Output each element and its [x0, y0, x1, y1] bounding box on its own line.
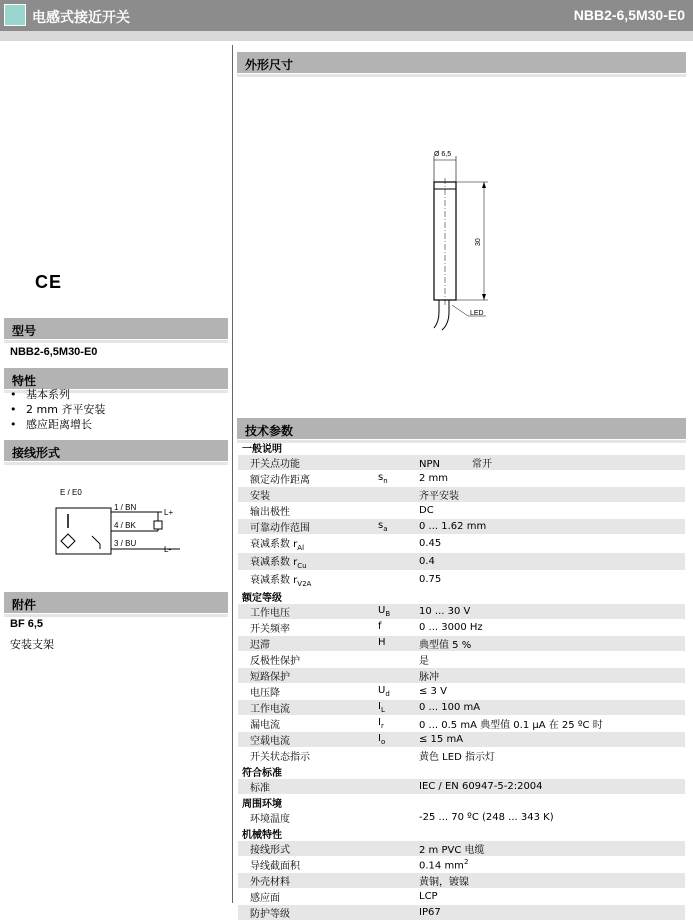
spec-label-text: 接线形式	[250, 845, 290, 856]
spec-value-text: ≤ 15 mA	[419, 734, 464, 745]
spec-symbol-sub: a	[383, 525, 388, 533]
spec-symbol	[378, 684, 419, 700]
spec-value-sup: 2	[463, 857, 469, 866]
spec-value-text: IEC / EN 60947-5-2:2004	[419, 781, 543, 792]
spec-row	[238, 471, 685, 487]
spec-row	[238, 455, 685, 471]
spec-row	[238, 487, 685, 503]
spec-label	[250, 857, 378, 873]
spec-symbol-text: f	[378, 621, 382, 632]
spec-symbol-sub: r	[380, 722, 384, 730]
diameter-label: Ø 6,5	[434, 151, 452, 158]
spec-group-title: 额定等级	[242, 593, 282, 604]
spec-label-text: 漏电流	[250, 720, 280, 731]
spec-group-row	[238, 795, 685, 811]
plus-label: L+	[164, 508, 174, 517]
spec-label-text: 外壳材料	[250, 877, 290, 888]
spec-row	[238, 604, 685, 620]
spec-value-text: NPN	[419, 459, 440, 470]
page-title: 电感式接近开关	[32, 10, 130, 26]
spec-group-row	[238, 589, 685, 605]
spec-symbol	[378, 779, 419, 795]
spec-value-text: -25 ... 70 ºC (248 ... 343 K)	[419, 812, 554, 823]
spec-label-text: 开关状态指示	[250, 752, 310, 763]
spec-symbol	[378, 700, 419, 716]
spec-label	[250, 810, 378, 826]
spec-label	[250, 732, 378, 748]
spec-value-text: ≤ 3 V	[419, 686, 447, 697]
spec-value-text: 0 ... 3000 Hz	[419, 622, 483, 633]
spec-label	[250, 503, 378, 519]
spec-value	[419, 519, 685, 535]
accessory-name: BF 6,5	[10, 618, 44, 630]
spec-symbol	[378, 604, 419, 620]
spec-value-text: 2 m PVC 电缆	[419, 845, 485, 856]
spec-label-text: 标准	[250, 783, 270, 794]
spec-row	[238, 889, 685, 905]
accessories-section-header: 附件	[4, 592, 228, 614]
led-label: LED	[470, 310, 484, 317]
spec-value	[419, 748, 685, 764]
dimension-drawing	[410, 140, 520, 340]
pin1-label: 1 / BN	[114, 503, 137, 512]
spec-group-row	[238, 764, 685, 780]
spec-value-text: 是	[419, 656, 429, 667]
spec-label	[250, 905, 378, 921]
spec-label	[250, 748, 378, 764]
spec-value-text: LCP	[419, 891, 438, 902]
spec-label-text: 开关点功能	[250, 459, 300, 470]
spec-row	[238, 700, 685, 716]
spec-label	[250, 455, 378, 471]
pin4-label: 4 / BK	[114, 521, 136, 530]
spec-symbol	[378, 571, 419, 589]
spec-symbol	[378, 905, 419, 921]
spec-group-title: 周围环境	[242, 799, 282, 810]
ce-mark-icon: CE	[35, 272, 63, 292]
spec-symbol-sub: L	[380, 706, 385, 714]
spec-label-text: 电压降	[250, 688, 280, 699]
spec-symbol-text: I	[378, 717, 381, 728]
spec-label-text: 迟滞	[250, 640, 270, 651]
spec-symbol	[378, 553, 419, 571]
spec-row	[238, 841, 685, 857]
spec-group-row	[238, 440, 685, 455]
model-number: NBB2-6,5M30-E0	[573, 7, 685, 23]
spec-value-text: 10 ... 30 V	[419, 606, 471, 617]
spec-label-text: 额定动作距离	[250, 475, 310, 486]
spec-symbol-sub: d	[385, 690, 390, 698]
spec-row	[238, 668, 685, 684]
spec-label	[250, 841, 378, 857]
header-bar	[0, 0, 693, 31]
column-divider	[232, 45, 233, 903]
spec-group-title: 机械特性	[242, 830, 282, 841]
spec-symbol	[378, 810, 419, 826]
spec-label-text: 输出极性	[250, 507, 290, 518]
spec-symbol	[378, 455, 419, 471]
spec-row	[238, 636, 685, 652]
spec-label	[250, 668, 378, 684]
spec-label-sub: Cu	[297, 562, 307, 570]
spec-value	[419, 535, 685, 553]
spec-label	[250, 571, 378, 589]
tech-spec-table	[238, 440, 685, 921]
spec-value	[419, 571, 685, 589]
spec-symbol	[378, 841, 419, 857]
spec-symbol	[378, 535, 419, 553]
spec-value-text: 0.14 mm	[419, 860, 464, 872]
spec-row	[238, 553, 685, 571]
spec-label	[250, 889, 378, 905]
spec-value	[419, 636, 685, 652]
spec-value-text: 0.45	[419, 538, 442, 549]
spec-value	[419, 732, 685, 748]
spec-symbol	[378, 716, 419, 732]
spec-symbol-text: U	[378, 605, 386, 616]
spec-value	[419, 620, 685, 636]
spec-symbol	[378, 503, 419, 519]
spec-row	[238, 873, 685, 889]
pin3-label: 3 / BU	[114, 539, 137, 548]
spec-symbol	[378, 732, 419, 748]
spec-row	[238, 652, 685, 668]
spec-symbol-text: H	[378, 637, 386, 648]
spec-label-text: 空载电流	[250, 736, 290, 747]
spec-value-text: 0 ... 1.62 mm	[419, 521, 487, 532]
spec-value-text: 脉冲	[419, 672, 439, 683]
spec-label-text: 导线截面积	[250, 861, 300, 872]
spec-value	[419, 553, 685, 571]
spec-label-text: 安装	[250, 491, 270, 502]
spec-symbol	[378, 668, 419, 684]
spec-symbol	[378, 889, 419, 905]
minus-label: L-	[164, 545, 172, 554]
spec-row	[238, 857, 685, 873]
spec-value	[419, 455, 685, 471]
spec-label-text: 衰减系数 r	[250, 575, 298, 586]
spec-symbol-text: U	[378, 685, 386, 696]
spec-row	[238, 716, 685, 732]
spec-row	[238, 748, 685, 764]
header-square-logo	[4, 4, 26, 26]
length-label: 30	[475, 238, 482, 246]
spec-label	[250, 553, 378, 571]
spec-symbol-text: I	[378, 733, 381, 744]
accessory-desc: 安装支架	[10, 638, 54, 651]
spec-label-text: 反极性保护	[250, 656, 300, 667]
spec-label-text: 衰减系数 r	[250, 557, 298, 568]
type-section-header: 型号	[4, 318, 228, 340]
spec-value	[419, 857, 685, 873]
spec-value-text: 0 ... 0.5 mA 典型值 0.1 μA 在 25 ºC 时	[419, 720, 603, 731]
spec-label-text: 环境温度	[250, 814, 290, 825]
spec-label-text: 感应面	[250, 893, 280, 904]
spec-symbol-text: I	[378, 701, 381, 712]
dimensions-section-header: 外形尺寸	[237, 52, 686, 74]
wiring-section-header: 接线形式	[4, 440, 228, 462]
spec-value	[419, 841, 685, 857]
spec-value	[419, 503, 685, 519]
spec-value-text: 0 ... 100 mA	[419, 702, 481, 713]
spec-row	[238, 503, 685, 519]
spec-value	[419, 810, 685, 826]
spec-symbol	[378, 471, 419, 487]
spec-value-text: IP67	[419, 907, 441, 918]
spec-label-sub: V2A	[297, 580, 312, 588]
spec-symbol-text: s	[378, 520, 384, 531]
spec-row	[238, 905, 685, 921]
spec-value	[419, 779, 685, 795]
spec-label	[250, 700, 378, 716]
spec-row	[238, 810, 685, 826]
spec-label-text: 工作电流	[250, 704, 290, 715]
tech-section-header: 技术参数	[237, 418, 686, 440]
sensor-box	[56, 508, 111, 554]
spec-label	[250, 636, 378, 652]
spec-group-title: 一般说明	[242, 444, 282, 455]
spec-symbol	[378, 620, 419, 636]
spec-group-row	[238, 826, 685, 842]
spec-label	[250, 873, 378, 889]
spec-label	[250, 716, 378, 732]
spec-value-text: 0.75	[419, 574, 442, 585]
spec-label-sub: Al	[297, 544, 305, 552]
spec-value-text: 齐平安装	[419, 491, 459, 502]
spec-label	[250, 684, 378, 700]
spec-symbol-text: s	[378, 472, 384, 483]
spec-symbol	[378, 873, 419, 889]
spec-value	[419, 873, 685, 889]
spec-value	[419, 700, 685, 716]
spec-label	[250, 471, 378, 487]
spec-value	[419, 716, 685, 732]
spec-value	[419, 652, 685, 668]
spec-symbol-sub: n	[383, 477, 388, 485]
spec-label	[250, 487, 378, 503]
spec-symbol-sub: o	[380, 738, 386, 746]
spec-label	[250, 604, 378, 620]
spec-value	[419, 684, 685, 700]
spec-symbol	[378, 636, 419, 652]
spec-row	[238, 684, 685, 700]
wiring-diagram	[40, 482, 190, 562]
spec-group-title: 符合标准	[242, 768, 282, 779]
spec-value-text: 典型值 5 %	[419, 640, 472, 651]
spec-value	[419, 604, 685, 620]
spec-value-text: 2 mm	[419, 473, 449, 484]
features-list	[10, 387, 105, 432]
spec-label	[250, 652, 378, 668]
spec-row	[238, 779, 685, 795]
spec-row	[238, 519, 685, 535]
spec-row	[238, 571, 685, 589]
spec-value-text: DC	[419, 505, 434, 516]
feature-item: • 基本系列	[10, 387, 105, 402]
spec-label-text: 防护等级	[250, 909, 290, 920]
spec-row	[238, 620, 685, 636]
spec-symbol	[378, 748, 419, 764]
spec-symbol	[378, 487, 419, 503]
spec-symbol	[378, 652, 419, 668]
spec-value	[419, 471, 685, 487]
spec-label-text: 工作电压	[250, 608, 290, 619]
spec-row	[238, 732, 685, 748]
spec-value-extra: 常开	[472, 459, 492, 470]
spec-value-text: 0.4	[419, 556, 435, 567]
feature-item: • 感应距离增长	[10, 417, 105, 432]
features-section-header: 特性	[4, 368, 228, 390]
spec-symbol	[378, 857, 419, 873]
spec-row	[238, 535, 685, 553]
spec-symbol	[378, 519, 419, 535]
spec-label	[250, 779, 378, 795]
spec-label	[250, 519, 378, 535]
spec-label-text: 开关频率	[250, 624, 290, 635]
spec-value	[419, 889, 685, 905]
wiring-label: E / E0	[60, 488, 82, 497]
feature-item: • 2 mm 齐平安装	[10, 402, 105, 417]
spec-value-text: 黄铜，镀镍	[419, 877, 469, 888]
header-underbar	[0, 31, 693, 41]
spec-value	[419, 487, 685, 503]
spec-label	[250, 535, 378, 553]
spec-symbol-sub: B	[385, 610, 391, 618]
spec-value-text: 黄色 LED 指示灯	[419, 752, 495, 763]
spec-label-text: 短路保护	[250, 672, 290, 683]
sensor-symbol-icon	[61, 534, 75, 548]
spec-label-text: 衰减系数 r	[250, 539, 298, 550]
type-value: NBB2-6,5M30-E0	[10, 346, 98, 358]
spec-value	[419, 905, 685, 921]
spec-value	[419, 668, 685, 684]
spec-label-text: 可靠动作范围	[250, 523, 310, 534]
spec-label	[250, 620, 378, 636]
